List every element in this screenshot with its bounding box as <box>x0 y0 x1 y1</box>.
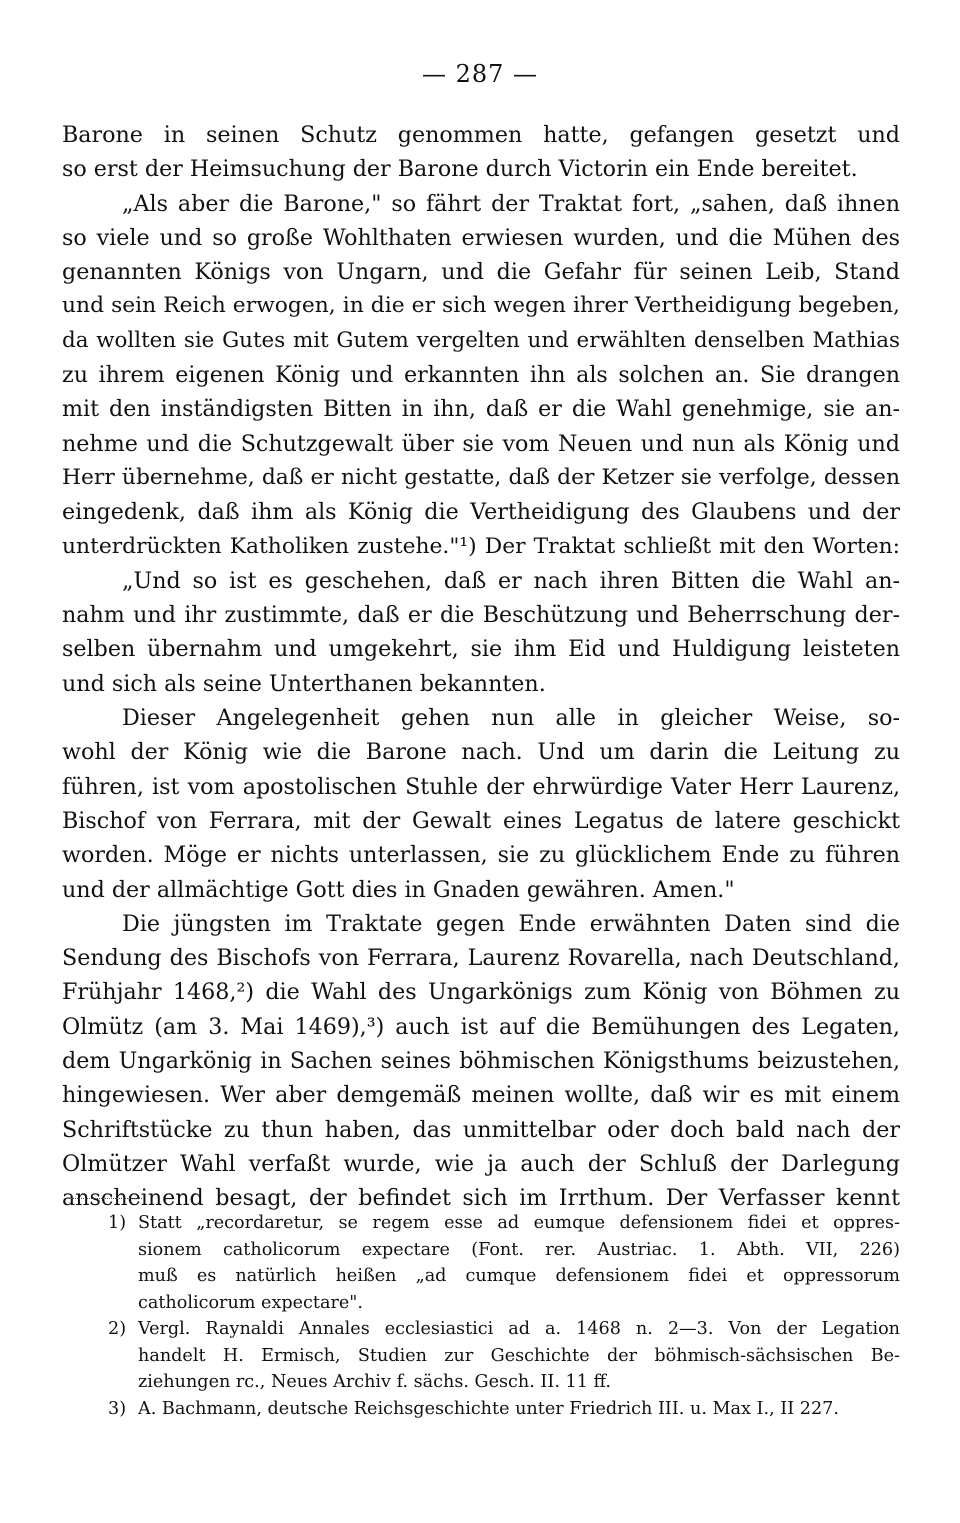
text-line: unterdrückten Katholiken zustehe."¹) Der Traktat schließt mit den Worten: <box>62 533 900 559</box>
text-line: nehme und die Schutzgewalt über sie vom Neuen und nun als König und <box>62 430 900 457</box>
text-line: Frühjahr 1468,²) die Wahl des Ungarkönigs zum König von Böhmen zu <box>62 979 900 1006</box>
text-line: Herr übernehme, daß er nicht gestatte, daß der Ketzer sie verfolge, dessen <box>62 464 900 490</box>
footnote-separator <box>66 1198 142 1199</box>
text-line: „Als aber die Barone," so fährt der Traktat fort, „sahen, daß ihnen <box>122 190 900 217</box>
text-line: eingedenk, daß ihm als König die Vertheidigung des Glaubens und der <box>62 499 900 526</box>
text-line: wohl der König wie die Barone nach. Und um darin die Leitung zu <box>62 739 900 766</box>
text-line: Bischof von Ferrara, mit der Gewalt eines Legatus de latere geschickt <box>62 807 900 834</box>
text-line: Schriftstücke zu thun haben, das unmittelbar oder doch bald nach der <box>62 1116 900 1143</box>
text-line: hingewiesen. Wer aber demgemäß meinen wollte, daß wir es mit einem <box>62 1082 900 1109</box>
footnote-mark: 1) <box>108 1213 127 1233</box>
text-line: führen, ist vom apostolischen Stuhle der ehrwürdige Vater Herr Laurenz, <box>62 773 900 800</box>
text-line: Olmützer Wahl verfaßt wurde, wie ja auch der Schluß der Darlegung <box>62 1150 900 1177</box>
footnote-line: ziehungen rc., Neues Archiv f. sächs. Gesch. II. 11 ff. <box>138 1372 611 1392</box>
text-line: zu ihrem eigenen König und erkannten ihn als solchen an. Sie drangen <box>62 362 900 389</box>
footnote-mark: 3) <box>108 1398 127 1419</box>
footnote-1 <box>62 1210 900 1316</box>
main-text <box>62 118 900 1216</box>
text-line: anscheinend besagt, der befindet sich im Irrthum. Der Verfasser kennt <box>62 1185 900 1212</box>
text-line: und sein Reich erwogen, in die er sich wegen ihrer Vertheidigung begeben, <box>62 293 900 319</box>
text-line: so erst der Heimsuchung der Barone durch Victorin ein Ende bereitet. <box>62 156 858 183</box>
text-line: selben übernahm und umgekehrt, sie ihm Eid und Huldigung leisteten <box>62 636 900 663</box>
footnote-line: A. Bachmann, deutsche Reichsgeschichte unter Friedrich III. u. Max I., II 227. <box>138 1398 839 1419</box>
text-line: genannten Königs von Ungarn, und die Gefahr für seinen Leib, Stand <box>62 259 900 286</box>
text-line: mit den inständigsten Bitten in ihn, daß er die Wahl genehmige, sie an- <box>62 396 900 423</box>
footnote-line: Statt „recordaretur, se regem esse ad eumque defensionem fidei et oppres- <box>138 1213 900 1233</box>
footnote-line: sionem catholicorum expectare (Font. rer. Austriac. 1. Abth. VII, 226) <box>138 1239 900 1260</box>
text-line: und der allmächtige Gott dies in Gnaden gewähren. Amen." <box>62 876 735 903</box>
text-line: „Und so ist es geschehen, daß er nach ihren Bitten die Wahl an- <box>122 567 900 594</box>
footnote-3 <box>62 1396 900 1423</box>
footnote-mark: 2) <box>108 1319 127 1339</box>
footnote-2 <box>62 1316 900 1396</box>
text-line: nahm und ihr zustimmte, daß er die Beschützung und Beherrschung der- <box>62 602 900 629</box>
page-number: — 287 — <box>421 60 539 88</box>
footnote-line: muß es natürlich heißen „ad cumque defensionem fidei et oppressorum <box>138 1266 900 1286</box>
text-line: da wollten sie Gutes mit Gutem vergelten und erwählten denselben Mathias <box>62 327 900 353</box>
footnotes <box>62 1210 900 1422</box>
footnote-line: catholicorum expectare". <box>138 1292 363 1313</box>
text-line: Olmütz (am 3. Mai 1469),³) auch ist auf die Bemühungen des Legaten, <box>62 1013 900 1040</box>
text-line: so viele und so große Wohlthaten erwiesen wurden, und die Mühen des <box>62 224 900 251</box>
text-line: dem Ungarkönig in Sachen seines böhmischen Königsthums beizustehen, <box>62 1048 900 1075</box>
footnote-line: handelt H. Ermisch, Studien zur Geschichte der böhmisch-sächsischen Be- <box>138 1345 900 1366</box>
text-line: Sendung des Bischofs von Ferrara, Laurenz Rovarella, nach Deutschland, <box>62 945 900 972</box>
footnote-line: Vergl. Raynaldi Annales ecclesiastici ad a. 1468 n. 2—3. Von der Legation <box>138 1319 900 1339</box>
text-line: worden. Möge er nichts unterlassen, sie zu glücklichem Ende zu führen <box>62 842 900 869</box>
text-line: Dieser Angelegenheit gehen nun alle in gleicher Weise, so- <box>122 705 900 732</box>
text-line: Barone in seinen Schutz genommen hatte, gefangen gesetzt und <box>62 122 900 148</box>
text-line: Die jüngsten im Traktate gegen Ende erwähnten Daten sind die <box>122 910 900 937</box>
text-line: und sich als seine Unterthanen bekannten. <box>62 670 546 697</box>
